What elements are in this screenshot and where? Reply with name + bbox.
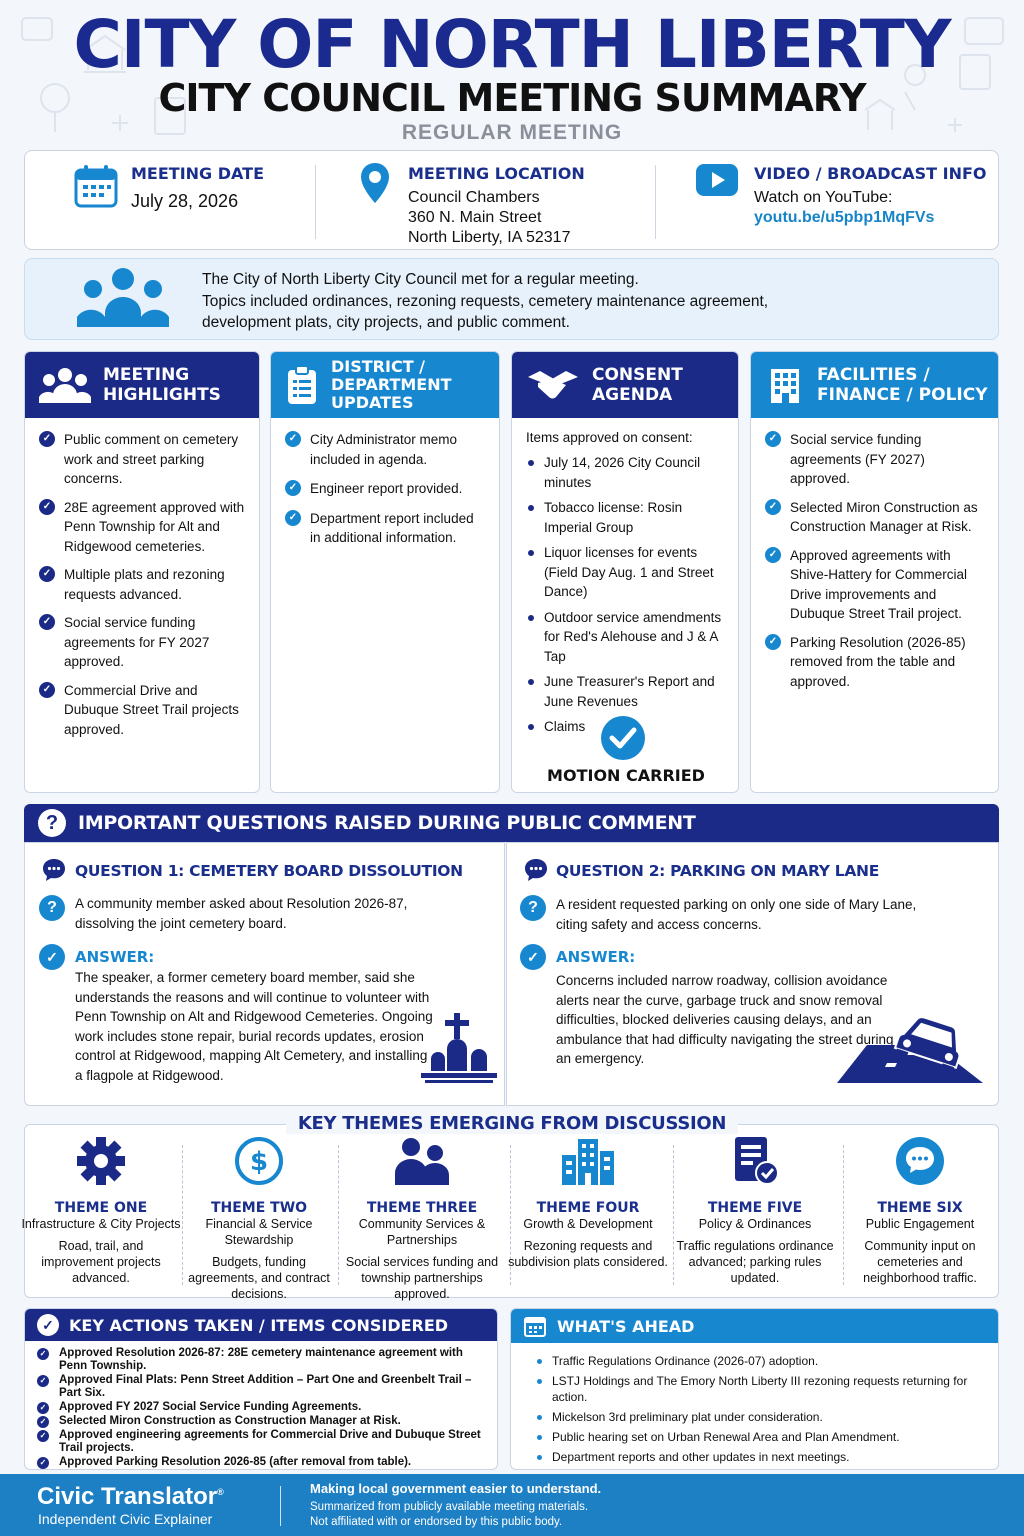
document-check-icon (729, 1135, 781, 1187)
theme-4-sub: Growth & Development (523, 1217, 653, 1231)
key-action-item (37, 1401, 487, 1414)
question-1-panel (24, 842, 505, 1106)
highlight-item (39, 430, 247, 489)
intro-panel (24, 258, 999, 340)
check-icon: ✓ (39, 614, 55, 630)
facilities-title-1: FACILITIES / (817, 365, 930, 385)
check-icon: ✓ (285, 431, 301, 447)
department-update-item-text: Department report included in additional information. (310, 510, 474, 545)
bullet-icon (537, 1379, 542, 1384)
youtube-link[interactable]: youtu.be/u5pbp1MqFVs (754, 209, 935, 226)
bullet-icon (537, 1455, 542, 1460)
consent-item-text: July 14, 2026 City Council minutes (544, 455, 701, 490)
bullet-icon (537, 1359, 542, 1364)
footer-line-1: Making local government easier to understand. (310, 1481, 602, 1496)
department-updates-list (271, 418, 499, 548)
calendar-icon (73, 163, 119, 209)
whats-ahead-title: WHAT'S AHEAD (557, 1316, 695, 1336)
consent-item-text: Claims (544, 719, 586, 734)
themes-heading (0, 1113, 1024, 1134)
key-action-item (37, 1456, 487, 1469)
video-text: Watch on YouTube: (754, 189, 893, 206)
theme-3-desc: Social services funding and township partnerships approved. (345, 1255, 499, 1301)
highlights-title-1: MEETING (103, 365, 190, 385)
key-action-item-text: Approved Parking Resolution 2026-85 (after removal from table). (59, 1456, 412, 1468)
key-action-item (37, 1347, 487, 1373)
facilities-item-text: Approved agreements with Shive-Hattery for Commercial Drive improvements and Dubuque Street Trail project. (790, 547, 968, 621)
location-line-2: 360 N. Main Street (408, 209, 542, 226)
key-action-item-text: Approved FY 2027 Social Service Funding Agreements. (59, 1401, 362, 1413)
consent-title-2: AGENDA (592, 385, 673, 405)
answer-check-icon: ✓ (520, 944, 546, 970)
district-title-2: DEPARTMENT (331, 375, 452, 394)
consent-agenda-panel (511, 351, 739, 793)
answer-1-text: The speaker, a former cemetery board member, said she understands the reasons and will continue to volunteer with Penn Township on Alt and Ridgewood Cemeteries. Ongoing work includes stone repair, burial records updates, erosion control at Ridgewood, mapping Alt Cemetery, and installing a flagpole at Ridgewood. (75, 970, 433, 1083)
theme-6-name: THEME SIX (877, 1200, 963, 1216)
highlight-item (39, 681, 247, 740)
theme-three (342, 1135, 502, 1302)
answer-label-1: ANSWER: (75, 948, 155, 966)
people-icon (391, 1135, 453, 1187)
chat-bubble-icon (41, 857, 67, 883)
key-action-item (37, 1429, 487, 1455)
key-actions-list (25, 1341, 497, 1469)
department-update-item (285, 479, 487, 499)
summary-title: CITY COUNCIL MEETING SUMMARY (158, 76, 866, 120)
check-icon: ✓ (765, 499, 781, 515)
check-icon: ✓ (37, 1430, 49, 1442)
check-icon: ✓ (765, 634, 781, 650)
theme-six (840, 1135, 1000, 1286)
whats-ahead-item (537, 1409, 984, 1425)
facilities-item (765, 430, 986, 489)
check-icon: ✓ (39, 431, 55, 447)
facilities-item-text: Selected Miron Construction as Construction Manager at Risk. (790, 499, 978, 534)
whats-ahead-panel (510, 1308, 999, 1470)
key-action-item (37, 1415, 487, 1428)
department-updates-panel (270, 351, 500, 793)
consent-list (526, 453, 726, 737)
highlight-item-text: Commercial Drive and Dubuque Street Trail projects approved. (64, 682, 239, 737)
district-title-3: UPDATES (331, 393, 414, 412)
facilities-item-text: Parking Resolution (2026-85) removed from the table and approved. (790, 634, 966, 689)
answer-2-text: Concerns included narrow roadway, collision avoidance alerts near the curve, garbage truck and snow removal difficulties, blocked deliveries causing delays, and an ambulance that had difficulty navigating the street during an emergency. (556, 973, 894, 1066)
date-label: MEETING DATE (131, 164, 265, 183)
highlight-item-text: Public comment on cemetery work and street parking concerns. (64, 432, 239, 486)
group-people-icon (73, 265, 173, 329)
check-icon: ✓ (765, 547, 781, 563)
meeting-info-panel (24, 150, 999, 250)
check-icon: ✓ (37, 1457, 49, 1469)
check-icon: ✓ (37, 1402, 49, 1414)
bullet-icon (537, 1415, 542, 1420)
facilities-panel (750, 351, 999, 793)
question-2-panel (506, 842, 999, 1106)
facilities-header (751, 352, 998, 418)
video-label: VIDEO / BROADCAST INFO (754, 164, 987, 183)
meeting-highlights-header (25, 352, 259, 418)
consent-item (526, 672, 726, 711)
key-action-item-text: Approved engineering agreements for Commercial Drive and Dubuque Street Trail projects. (59, 1429, 481, 1454)
highlight-item (39, 613, 247, 672)
consent-item (526, 543, 726, 602)
facilities-item (765, 546, 986, 624)
consent-intro: Items approved on consent: (526, 430, 693, 445)
location-line-3: North Liberty, IA 52317 (408, 229, 571, 246)
consent-item-text: June Treasurer's Report and June Revenues (544, 674, 715, 709)
whats-ahead-list (511, 1343, 998, 1465)
theme-6-desc: Community input on cemeteries and neighborhood traffic. (863, 1239, 977, 1285)
intro-line-2: Topics included ordinances, rezoning requests, cemetery maintenance agreement, (202, 292, 769, 310)
theme-3-name: THEME THREE (366, 1200, 478, 1216)
consent-item (526, 608, 726, 667)
theme-1-name: THEME ONE (54, 1200, 148, 1216)
key-themes-panel (21, 1124, 999, 1301)
intro-line-3: development plats, city projects, and public comment. (202, 314, 570, 331)
facilities-list (751, 418, 998, 691)
chat-bubble-icon (523, 857, 549, 883)
question-2-text: A resident requested parking on only one side of Mary Lane, citing safety and access concerns. (556, 897, 917, 932)
question-icon: ? (520, 895, 546, 921)
whats-ahead-item-text: Mickelson 3rd preliminary plat under consideration. (552, 1410, 823, 1424)
highlight-item-text: 28E agreement approved with Penn Township for Alt and Ridgewood cemeteries. (64, 499, 245, 554)
chat-icon (894, 1135, 946, 1187)
brand-text: Civic Translator (37, 1483, 218, 1510)
location-pin-icon (359, 161, 391, 205)
bullet-icon (537, 1435, 542, 1440)
whats-ahead-item (537, 1429, 984, 1445)
whats-ahead-item (537, 1449, 984, 1465)
questions-title: IMPORTANT QUESTIONS RAISED DURING PUBLIC COMMENT (78, 812, 696, 834)
theme-5-name: THEME FIVE (707, 1200, 803, 1216)
car-road-icon (837, 1011, 987, 1087)
city-title: CITY OF NORTH LIBERTY (73, 6, 951, 83)
consent-item (526, 498, 726, 537)
answer-label-2: ANSWER: (556, 948, 636, 966)
check-icon: ✓ (37, 1416, 49, 1428)
motion-carried: MOTION CARRIED (547, 766, 705, 785)
facilities-item (765, 633, 986, 692)
theme-2-desc: Budgets, funding agreements, and contract decisions. (188, 1255, 330, 1301)
questions-header (24, 804, 999, 842)
whats-ahead-item-text: Traffic Regulations Ordinance (2026-07) adoption. (552, 1354, 819, 1368)
meeting-type: REGULAR MEETING (401, 121, 623, 144)
key-actions-panel (24, 1308, 498, 1470)
key-action-item-text: Approved Final Plats: Penn Street Addition – Part One and Greenbelt Trail – Part Six. (59, 1374, 472, 1399)
department-update-item (285, 509, 487, 548)
department-update-item (285, 430, 487, 469)
consent-agenda-header (512, 352, 738, 418)
whats-ahead-item-text: Public hearing set on Urban Renewal Area and Plan Amendment. (552, 1430, 900, 1444)
check-icon: ✓ (39, 499, 55, 515)
theme-4-name: THEME FOUR (536, 1200, 640, 1216)
dollar-icon (233, 1135, 285, 1187)
theme-2-sub: Financial & Service Stewardship (205, 1217, 313, 1247)
bullet-icon (528, 679, 534, 685)
check-icon: ✓ (285, 510, 301, 526)
bullet-icon (528, 505, 534, 511)
theme-1-sub: Infrastructure & City Projects (21, 1217, 181, 1231)
check-icon: ✓ (39, 682, 55, 698)
people-icon (39, 365, 91, 405)
theme-4-desc: Rezoning requests and subdivision plats considered. (508, 1239, 668, 1269)
buildings-icon (560, 1135, 616, 1187)
question-2-title: QUESTION 2: PARKING ON MARY LANE (556, 862, 880, 880)
answer-check-icon: ✓ (39, 944, 65, 970)
check-icon: ✓ (765, 431, 781, 447)
key-action-item-text: Selected Miron Construction as Construction Manager at Risk. (59, 1415, 401, 1427)
facilities-item-text: Social service funding agreements (FY 2027) approved. (790, 432, 925, 486)
brand-tagline: Independent Civic Explainer (38, 1511, 213, 1527)
brand-name (37, 1483, 224, 1511)
handshake-icon (526, 367, 580, 403)
theme-3-sub: Community Services & Partnerships (358, 1217, 486, 1247)
highlights-title-2: HIGHLIGHTS (103, 385, 221, 405)
consent-item-text: Outdoor service amendments for Red's Alehouse and J & A Tap (544, 609, 722, 664)
footer (0, 1474, 1024, 1536)
highlight-item (39, 565, 247, 604)
facilities-title-2: FINANCE / POLICY (817, 385, 988, 405)
consent-item (526, 453, 726, 492)
whats-ahead-item-text: LSTJ Holdings and The Emory North Liberty III rezoning requests returning for action. (552, 1374, 968, 1404)
bullet-icon (528, 550, 534, 556)
key-action-item (37, 1374, 487, 1400)
question-icon: ? (39, 895, 65, 921)
whats-ahead-item (537, 1373, 984, 1405)
registered-mark: ® (217, 1487, 224, 1497)
question-1-title: QUESTION 1: CEMETERY BOARD DISSOLUTION (75, 862, 463, 880)
consent-item-text: Liquor licenses for events (Field Day Aug. 1 and Street Dance) (544, 545, 714, 599)
department-update-item-text: Engineer report provided. (310, 481, 463, 496)
theme-two (179, 1135, 339, 1302)
location-line-1: Council Chambers (408, 189, 540, 206)
bullet-icon (528, 460, 534, 466)
meeting-highlights-panel (24, 351, 260, 793)
key-action-item-text: Approved Resolution 2026-87: 28E cemetery maintenance agreement with Penn Township. (59, 1347, 463, 1372)
themes-title: KEY THEMES EMERGING FROM DISCUSSION (286, 1113, 738, 1134)
check-icon: ✓ (285, 480, 301, 496)
svg-text:$: $ (249, 1147, 269, 1177)
check-icon: ✓ (37, 1348, 49, 1360)
department-update-item-text: City Administrator memo included in agenda. (310, 432, 458, 467)
theme-6-sub: Public Engagement (865, 1217, 975, 1231)
check-icon: ✓ (37, 1314, 59, 1336)
highlights-list (25, 418, 259, 739)
footer-line-2: Summarized from publicly available meeting materials. (310, 1501, 589, 1513)
theme-four (508, 1135, 668, 1270)
facilities-item (765, 498, 986, 537)
question-mark-icon: ? (38, 809, 66, 837)
key-actions-header (25, 1309, 497, 1341)
calendar-icon (523, 1314, 547, 1338)
theme-one (21, 1135, 181, 1286)
question-1-text: A community member asked about Resolution 2026-87, dissolving the joint cemetery board. (75, 896, 408, 931)
consent-item-text: Tobacco license: Rosin Imperial Group (544, 500, 683, 535)
consent-title-1: CONSENT (592, 365, 683, 385)
whats-ahead-item-text: Department reports and other updates in next meetings. (552, 1450, 850, 1464)
check-circle-icon (600, 715, 646, 761)
highlight-item-text: Social service funding agreements for FY 2027 approved. (64, 615, 210, 669)
bullet-icon (528, 615, 534, 621)
whats-ahead-header (511, 1309, 998, 1343)
intro-line-1: The City of North Liberty City Council met for a regular meeting. (202, 271, 639, 288)
theme-1-desc: Road, trail, and improvement projects advanced. (41, 1239, 161, 1285)
building-icon (765, 365, 805, 405)
intro-text (202, 269, 768, 334)
theme-five (675, 1135, 835, 1286)
highlight-item (39, 498, 247, 557)
check-icon: ✓ (37, 1375, 49, 1387)
theme-5-desc: Traffic regulations ordinance advanced; parking rules updated. (676, 1239, 834, 1285)
gear-icon (75, 1135, 127, 1187)
cemetery-icon (419, 1011, 499, 1085)
footer-line-3: Not affiliated with or endorsed by this public body. (310, 1516, 563, 1528)
location-label: MEETING LOCATION (408, 164, 585, 183)
district-title-1: DISTRICT / (331, 357, 426, 376)
key-actions-title: KEY ACTIONS TAKEN / ITEMS CONSIDERED (69, 1315, 449, 1335)
department-updates-header (271, 352, 499, 418)
theme-2-name: THEME TWO (210, 1200, 308, 1216)
video-play-icon (695, 163, 739, 197)
theme-5-sub: Policy & Ordinances (698, 1217, 812, 1231)
check-icon: ✓ (39, 566, 55, 582)
bullet-icon (528, 724, 534, 730)
meeting-date: July 28, 2026 (131, 191, 239, 211)
whats-ahead-item (537, 1353, 984, 1369)
highlight-item-text: Multiple plats and rezoning requests advanced. (64, 567, 225, 602)
clipboard-icon (285, 364, 319, 406)
